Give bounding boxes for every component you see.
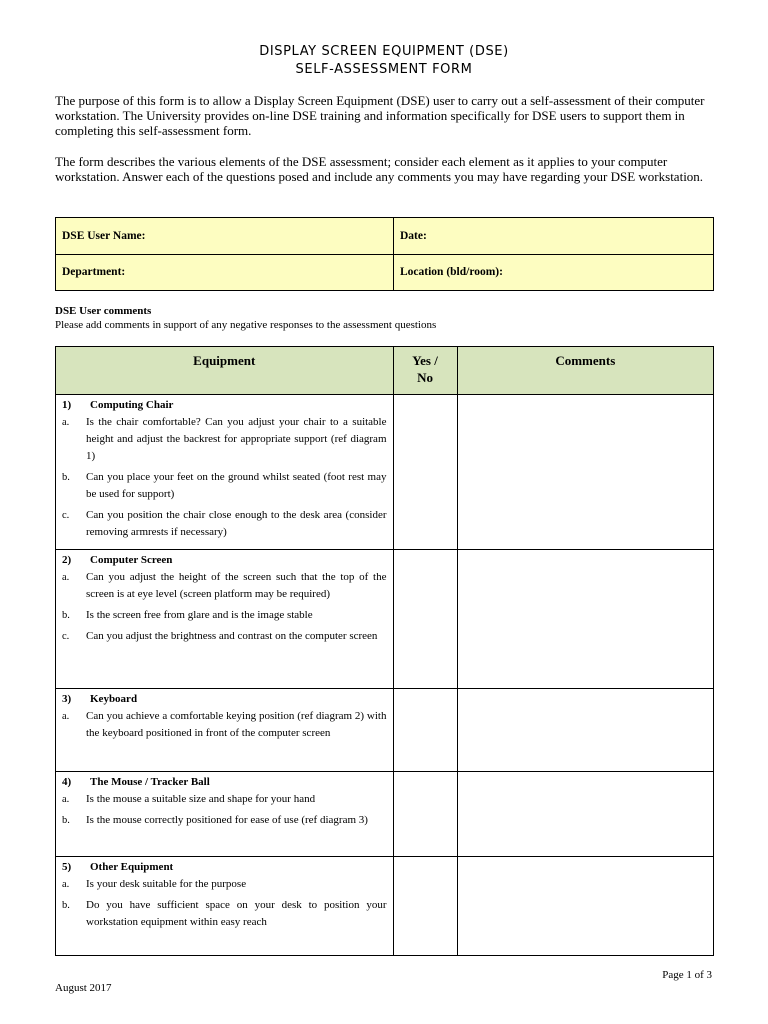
section-heading (62, 554, 387, 566)
yes-header-label: Yes / (412, 353, 438, 368)
user-name-label: DSE User Name: (62, 229, 146, 242)
question-item (60, 628, 387, 645)
comments-cell[interactable] (457, 857, 713, 956)
form-subtitle: SELF-ASSESSMENT FORM (295, 62, 473, 77)
location-label: Location (bld/room): (400, 266, 503, 279)
user-name-field[interactable] (56, 218, 394, 255)
question-item (60, 876, 387, 893)
question-text: Is the chair comfortable? Can you adjust your chair to a suitable height and adjust the backrest for appropriate support (ref diagram 1) (86, 416, 387, 462)
question-item (60, 607, 387, 624)
question-marker: a. (62, 711, 70, 722)
comments-cell[interactable] (457, 689, 713, 772)
question-marker: a. (62, 417, 70, 428)
section-number: 5) (62, 861, 72, 873)
table-row (56, 395, 714, 550)
question-text: Is the screen free from glare and is the image stable (86, 609, 313, 621)
yes-no-cell[interactable] (393, 550, 457, 689)
comments-cell[interactable] (457, 550, 713, 689)
department-field[interactable] (56, 254, 394, 291)
question-marker: b. (62, 815, 70, 826)
section-heading (62, 399, 387, 411)
comments-heading: DSE User comments (55, 305, 152, 317)
question-marker: a. (62, 794, 70, 805)
question-text: Can you place your feet on the ground whilst seated (foot rest may be used for support) (86, 471, 387, 500)
question-text: Can you adjust the height of the screen such that the top of the screen is at eye level (screen platform may be required) (86, 571, 387, 600)
comments-cell[interactable] (457, 772, 713, 857)
section-number: 4) (62, 776, 72, 788)
section-screen (56, 550, 394, 689)
department-label: Department: (62, 266, 126, 279)
question-marker: c. (62, 510, 70, 521)
question-item (60, 897, 387, 931)
date-label: Date: (400, 229, 427, 242)
yes-no-cell[interactable] (393, 689, 457, 772)
location-field[interactable] (394, 254, 714, 291)
table-row (56, 689, 714, 772)
no-header-label: No (417, 370, 433, 385)
question-item (60, 791, 387, 808)
question-item (60, 708, 387, 742)
table-row (56, 772, 714, 857)
question-item (60, 469, 387, 503)
section-heading (62, 776, 387, 788)
question-item (60, 569, 387, 603)
section-other-equipment (56, 857, 394, 956)
section-title: Computing Chair (90, 399, 174, 411)
question-marker: a. (62, 879, 70, 890)
section-title: Computer Screen (90, 554, 173, 566)
question-item (60, 414, 387, 465)
table-row (56, 550, 714, 689)
question-text: Is your desk suitable for the purpose (86, 878, 247, 890)
yes-no-cell[interactable] (393, 395, 457, 550)
section-title: Keyboard (90, 693, 138, 705)
question-marker: b. (62, 900, 70, 911)
yes-no-cell[interactable] (393, 857, 457, 956)
section-title: Other Equipment (90, 861, 174, 873)
question-text: Do you have sufficient space on your desk to position your workstation equipment within easy reach (86, 899, 387, 928)
question-item (60, 507, 387, 541)
question-text: Can you adjust the brightness and contrast on the computer screen (86, 630, 378, 642)
comments-column-header: Comments (457, 347, 713, 395)
equipment-column-header: Equipment (56, 347, 394, 395)
section-keyboard (56, 689, 394, 772)
section-heading (62, 861, 387, 873)
comments-cell[interactable] (457, 395, 713, 550)
form-title: DISPLAY SCREEN EQUIPMENT (DSE) (259, 44, 509, 59)
question-text: Is the mouse correctly positioned for ease of use (ref diagram 3) (86, 814, 368, 826)
section-number: 2) (62, 554, 72, 566)
question-text: Can you position the chair close enough to the desk area (consider removing armrests if necessary) (86, 509, 387, 538)
user-info-table (55, 217, 714, 291)
section-mouse (56, 772, 394, 857)
table-row (56, 857, 714, 956)
question-marker: b. (62, 610, 70, 621)
date-field[interactable] (394, 218, 714, 255)
page-number: Page 1 of 3 (662, 969, 712, 981)
section-title: The Mouse / Tracker Ball (90, 776, 210, 788)
question-text: Can you achieve a comfortable keying position (ref diagram 2) with the keyboard positioned in front of the computer screen (86, 710, 387, 739)
question-text: Is the mouse a suitable size and shape for your hand (86, 793, 316, 805)
intro-paragraph-purpose: The purpose of this form is to allow a Display Screen Equipment (DSE) user to carry out a self-assessment of their computer workstation. The University provides on-line DSE training and information specifically for DSE users to support them in completing this self-assessment form. (55, 93, 705, 138)
footer-date: August 2017 (55, 982, 112, 994)
question-marker: b. (62, 472, 70, 483)
section-chair (56, 395, 394, 550)
yes-no-column-header (393, 347, 457, 395)
comments-subtext: Please add comments in support of any negative responses to the assessment questions (55, 319, 437, 331)
section-heading (62, 693, 387, 705)
question-marker: c. (62, 631, 70, 642)
section-number: 1) (62, 399, 72, 411)
yes-no-cell[interactable] (393, 772, 457, 857)
question-marker: a. (62, 572, 70, 583)
assessment-table (55, 346, 714, 956)
section-number: 3) (62, 693, 72, 705)
intro-paragraph-instructions: The form describes the various elements of the DSE assessment; consider each element as it applies to your computer workstation. Answer each of the questions posed and include any comments you may have regarding your DSE workstation. (55, 154, 704, 184)
question-item (60, 812, 387, 829)
